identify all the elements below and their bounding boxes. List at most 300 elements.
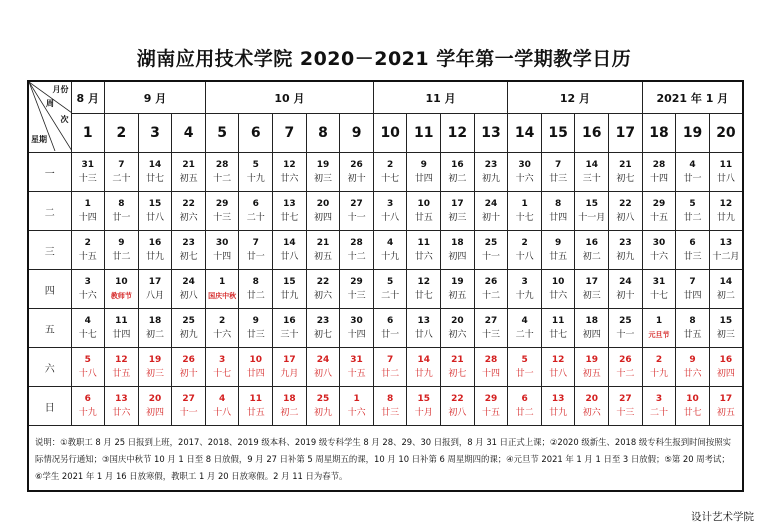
day-number: 28	[215, 160, 229, 170]
lunar-date: 初三	[448, 213, 467, 223]
week-number: 1	[71, 114, 105, 153]
lunar-date: 廿七	[280, 213, 299, 223]
day-cell	[441, 231, 475, 270]
lunar-date: 初七	[313, 330, 332, 340]
day-number: 15	[585, 199, 599, 209]
day-number: 29	[350, 277, 363, 287]
lunar-date: 二十	[381, 291, 400, 301]
day-cell	[205, 348, 239, 387]
lunar-date: 十六	[78, 291, 97, 301]
lunar-date: 十五	[649, 213, 668, 223]
lunar-date: 十一	[616, 330, 635, 340]
day-cell	[474, 270, 508, 309]
day-number: 3	[387, 199, 394, 209]
lunar-date: 十二	[347, 252, 366, 262]
lunar-date: 初七	[616, 174, 635, 184]
day-cell	[306, 153, 340, 192]
day-cell	[609, 231, 643, 270]
day-cell	[273, 348, 307, 387]
day-cell	[709, 231, 743, 270]
day-number: 11	[417, 238, 431, 248]
day-number: 9	[252, 316, 259, 326]
lunar-date: 初四	[716, 369, 735, 379]
day-cell	[340, 192, 374, 231]
day-number: 16	[719, 355, 733, 365]
lunar-date: 廿四	[549, 213, 568, 223]
lunar-date: 十七	[515, 213, 534, 223]
lunar-date: 初九	[313, 408, 332, 418]
day-cell	[575, 153, 609, 192]
week-number: 15	[541, 114, 575, 153]
lunar-date: 十九	[649, 369, 668, 379]
day-cell	[407, 348, 441, 387]
day-cell	[205, 270, 239, 309]
lunar-date: 十六	[213, 330, 232, 340]
day-cell	[441, 387, 475, 426]
lunar-date: 十二月	[712, 252, 740, 262]
day-number: 12	[719, 199, 733, 209]
day-cell	[407, 270, 441, 309]
day-number: 21	[316, 238, 330, 248]
day-cell	[239, 192, 273, 231]
day-cell	[239, 231, 273, 270]
lunar-date: 初五	[179, 174, 198, 184]
day-number: 4	[521, 316, 528, 326]
day-number: 9	[689, 355, 696, 365]
lunar-date: 十二	[481, 291, 500, 301]
lunar-date: 初三	[582, 291, 601, 301]
day-cell	[609, 309, 643, 348]
day-number: 11	[551, 316, 565, 326]
lunar-date: 九月	[280, 369, 299, 379]
day-cell	[239, 153, 273, 192]
day-cell	[541, 231, 575, 270]
lunar-date: 廿一	[515, 369, 534, 379]
day-cell	[474, 231, 508, 270]
day-cell	[205, 231, 239, 270]
day-cell	[474, 348, 508, 387]
lunar-date: 八月	[145, 291, 164, 301]
day-cell	[508, 309, 542, 348]
day-number: 12	[115, 355, 128, 365]
day-number: 21	[451, 355, 464, 365]
day-number: 15	[148, 199, 162, 209]
day-cell	[474, 387, 508, 426]
weekday-row	[28, 309, 743, 348]
day-number: 21	[182, 160, 195, 170]
day-number: 29	[484, 394, 498, 404]
day-number: 29	[652, 199, 666, 209]
day-cell	[105, 192, 139, 231]
day-cell	[407, 153, 441, 192]
day-cell	[340, 387, 374, 426]
day-cell	[441, 270, 475, 309]
day-cell	[138, 231, 172, 270]
day-number: 4	[84, 316, 91, 326]
day-cell	[273, 153, 307, 192]
day-cell	[609, 387, 643, 426]
day-number: 23	[619, 238, 632, 248]
day-cell	[373, 348, 407, 387]
week-number: 12	[441, 114, 475, 153]
day-number: 22	[316, 277, 330, 287]
day-number: 5	[84, 355, 91, 365]
lunar-date: 十四	[213, 252, 232, 262]
festival-label: 国庆中秋	[208, 292, 237, 300]
day-number: 19	[316, 160, 330, 170]
day-number: 10	[417, 199, 431, 209]
lunar-date: 廿八	[145, 213, 164, 223]
day-number: 3	[84, 277, 91, 287]
lunar-date: 十八	[78, 369, 97, 379]
day-number: 14	[719, 277, 733, 287]
lunar-date: 二十	[112, 174, 131, 184]
day-cell	[306, 270, 340, 309]
week-number: 4	[172, 114, 206, 153]
day-cell	[71, 231, 105, 270]
lunar-date: 廿三	[683, 252, 702, 262]
lunar-date: 十七	[381, 174, 400, 184]
header-corner	[28, 81, 71, 153]
day-number: 3	[521, 277, 528, 287]
day-number: 13	[283, 199, 296, 209]
lunar-date: 廿一	[246, 252, 265, 262]
day-cell	[609, 270, 643, 309]
day-number: 25	[619, 316, 632, 326]
day-number: 20	[148, 394, 162, 404]
day-cell	[340, 348, 374, 387]
day-number: 10	[551, 277, 565, 287]
day-cell	[172, 387, 206, 426]
day-number: 8	[252, 277, 259, 287]
day-number: 5	[252, 160, 259, 170]
day-cell	[71, 153, 105, 192]
lunar-date: 初二	[582, 252, 601, 262]
month-header: 9 月	[105, 81, 206, 114]
weekday-row	[28, 270, 743, 309]
day-cell	[541, 153, 575, 192]
day-cell	[541, 192, 575, 231]
day-cell	[306, 387, 340, 426]
day-cell	[138, 192, 172, 231]
day-number: 6	[387, 316, 394, 326]
day-number: 9	[118, 238, 125, 248]
lunar-date: 初四	[313, 213, 332, 223]
lunar-date: 廿五	[549, 252, 568, 262]
day-cell	[306, 309, 340, 348]
day-number: 23	[182, 238, 195, 248]
lunar-date: 初二	[716, 291, 735, 301]
day-cell	[709, 192, 743, 231]
day-cell	[340, 309, 374, 348]
day-cell	[172, 270, 206, 309]
lunar-date: 廿九	[280, 291, 299, 301]
lunar-date: 十四	[481, 369, 500, 379]
day-number: 18	[451, 238, 464, 248]
day-number: 1	[84, 199, 91, 209]
day-number: 16	[585, 238, 599, 248]
lunar-date: 初十	[347, 174, 366, 184]
day-number: 18	[585, 316, 599, 326]
day-cell	[441, 192, 475, 231]
day-number: 6	[84, 394, 91, 404]
day-number: 3	[655, 394, 663, 404]
lunar-date: 廿二	[381, 369, 400, 379]
corner-week-label: 周	[46, 99, 54, 108]
lunar-date: 廿六	[112, 408, 131, 418]
lunar-date: 十六	[347, 408, 366, 418]
day-number: 20	[585, 394, 599, 404]
day-number: 25	[484, 238, 498, 248]
day-number: 22	[619, 199, 632, 209]
lunar-date: 二十	[515, 330, 534, 340]
weekday-label: 一	[28, 153, 71, 192]
lunar-date: 十四	[78, 213, 97, 223]
day-number: 19	[451, 277, 464, 287]
lunar-date: 廿三	[549, 174, 568, 184]
day-cell	[609, 192, 643, 231]
weekday-row	[28, 192, 743, 231]
day-number: 8	[689, 316, 696, 326]
lunar-date: 十六	[649, 252, 668, 262]
day-number: 7	[387, 355, 394, 365]
day-cell	[709, 153, 743, 192]
week-number: 8	[306, 114, 340, 153]
week-number: 9	[340, 114, 374, 153]
day-number: 2	[387, 160, 394, 170]
day-number: 5	[689, 199, 696, 209]
day-cell	[642, 348, 676, 387]
day-number: 4	[689, 160, 696, 170]
day-number: 26	[182, 355, 195, 365]
lunar-date: 初九	[179, 330, 198, 340]
lunar-date: 十五	[481, 408, 500, 418]
day-cell	[138, 348, 172, 387]
day-number: 31	[81, 160, 95, 170]
day-number: 24	[484, 199, 498, 209]
day-cell	[105, 348, 139, 387]
lunar-date: 初三	[145, 369, 164, 379]
week-number: 6	[239, 114, 273, 153]
day-number: 10	[686, 394, 699, 404]
corner-month-label: 月份	[52, 85, 69, 94]
week-number: 3	[138, 114, 172, 153]
day-number: 16	[451, 160, 464, 170]
day-cell	[172, 153, 206, 192]
lunar-date: 十八	[213, 408, 232, 418]
lunar-date: 十一月	[578, 213, 606, 223]
day-number: 23	[316, 316, 330, 326]
lunar-date: 十三	[213, 213, 232, 223]
day-number: 6	[689, 238, 696, 248]
week-number: 2	[105, 114, 139, 153]
day-cell	[105, 231, 139, 270]
corner-order-label: 次	[60, 115, 69, 124]
day-cell	[407, 231, 441, 270]
day-number: 20	[316, 199, 330, 209]
day-number: 10	[249, 355, 263, 365]
day-cell	[340, 153, 374, 192]
day-cell	[407, 192, 441, 231]
lunar-date: 廿八	[280, 252, 299, 262]
day-number: 31	[350, 355, 363, 365]
day-number: 17	[585, 277, 599, 287]
day-cell	[239, 348, 273, 387]
day-cell	[642, 270, 676, 309]
day-number: 4	[219, 394, 226, 404]
day-cell	[71, 270, 105, 309]
day-number: 6	[252, 199, 259, 209]
weekday-label: 六	[28, 348, 71, 387]
day-cell	[205, 387, 239, 426]
day-number: 26	[619, 355, 632, 365]
lunar-date: 初六	[582, 408, 601, 418]
day-cell	[138, 309, 172, 348]
day-cell	[709, 387, 743, 426]
lunar-date: 十四	[649, 174, 668, 184]
lunar-date: 十八	[515, 252, 534, 262]
day-cell	[373, 387, 407, 426]
day-cell	[575, 270, 609, 309]
lunar-date: 十三	[616, 408, 635, 418]
day-cell	[71, 192, 105, 231]
lunar-date: 初十	[481, 213, 500, 223]
day-cell	[508, 270, 542, 309]
lunar-date: 廿六	[280, 174, 299, 184]
lunar-date: 三十	[280, 330, 299, 340]
day-number: 24	[182, 277, 195, 287]
day-cell	[340, 270, 374, 309]
day-cell	[676, 270, 710, 309]
day-number: 14	[148, 160, 162, 170]
festival-label: 教师节	[110, 292, 132, 300]
lunar-date: 十二	[213, 174, 232, 184]
day-number: 19	[148, 355, 162, 365]
lunar-date: 廿一	[683, 174, 702, 184]
day-number: 17	[719, 394, 733, 404]
lunar-date: 初三	[716, 330, 735, 340]
day-number: 26	[350, 160, 363, 170]
day-cell	[474, 192, 508, 231]
day-cell	[508, 231, 542, 270]
day-number: 17	[451, 199, 464, 209]
day-number: 22	[182, 199, 195, 209]
day-cell	[676, 231, 710, 270]
day-number: 12	[283, 160, 296, 170]
month-header: 12 月	[508, 81, 642, 114]
lunar-date: 廿五	[683, 330, 702, 340]
day-cell	[609, 153, 643, 192]
lunar-date: 廿九	[716, 213, 735, 223]
day-cell	[541, 309, 575, 348]
day-number: 1	[219, 277, 226, 287]
lunar-date: 廿一	[381, 330, 400, 340]
day-cell	[676, 348, 710, 387]
lunar-date: 十八	[381, 213, 400, 223]
day-cell	[642, 192, 676, 231]
day-number: 11	[719, 160, 733, 170]
day-cell	[642, 387, 676, 426]
lunar-date: 廿九	[145, 252, 164, 262]
calendar-table	[27, 80, 744, 492]
day-cell	[273, 309, 307, 348]
week-number: 13	[474, 114, 508, 153]
lunar-date: 廿九	[414, 369, 433, 379]
day-number: 30	[215, 238, 229, 248]
month-header: 11 月	[373, 81, 507, 114]
day-number: 24	[316, 355, 330, 365]
weekday-label: 三	[28, 231, 71, 270]
day-cell	[306, 192, 340, 231]
day-cell	[306, 348, 340, 387]
day-cell	[676, 309, 710, 348]
lunar-date: 廿四	[414, 174, 433, 184]
day-number: 13	[551, 394, 565, 404]
day-cell	[575, 348, 609, 387]
day-cell	[373, 192, 407, 231]
day-number: 20	[451, 316, 464, 326]
notes-cell: 说明：①教职工 8 月 25 日报到上班，2017、2018、2019 级本科、2019 级专科学生 8 月 28、29、30 日报到，8 月 31 日正式上课；②2020 级新生、2018 级专科生报到时间按照实际情况另行通知；③国庆中秋节 10 月 1 日至 8 日放假，9 月 27 日补第 5 周星期五的课，10 月 10 日补第 6 周星期四的课；④元旦节 2021 年 1 月 1 日至 3 日放假；⑤第 20 周考试；⑥学生 2021 年 1 月 16 日放寒假，教职工 1 月 20 日放寒假。2 月 11 日为春节。	[28, 426, 743, 492]
day-number: 15	[417, 394, 431, 404]
lunar-date: 初五	[582, 369, 601, 379]
lunar-date: 初八	[616, 213, 635, 223]
lunar-date: 廿四	[246, 369, 265, 379]
lunar-date: 廿二	[112, 252, 131, 262]
lunar-date: 廿四	[683, 291, 702, 301]
day-number: 8	[118, 199, 125, 209]
lunar-date: 十一	[179, 408, 198, 418]
day-cell	[541, 387, 575, 426]
festival-label: 元旦节	[648, 331, 670, 339]
day-number: 7	[689, 277, 696, 287]
day-cell	[642, 153, 676, 192]
lunar-date: 三十	[582, 174, 601, 184]
lunar-date: 初二	[145, 330, 164, 340]
month-header: 2021 年 1 月	[642, 81, 743, 114]
lunar-date: 初八	[179, 291, 198, 301]
day-number: 28	[350, 238, 363, 248]
weekday-row	[28, 387, 743, 426]
lunar-date: 十四	[347, 330, 366, 340]
day-cell	[474, 309, 508, 348]
day-cell	[105, 153, 139, 192]
day-number: 21	[619, 160, 632, 170]
day-cell	[138, 270, 172, 309]
weekday-label: 五	[28, 309, 71, 348]
day-cell	[105, 309, 139, 348]
day-number: 27	[182, 394, 195, 404]
day-cell	[575, 231, 609, 270]
day-cell	[441, 348, 475, 387]
lunar-date: 廿三	[246, 330, 265, 340]
corner-weekday-label: 星期	[31, 135, 47, 144]
lunar-date: 廿二	[683, 213, 702, 223]
lunar-date: 廿七	[414, 291, 433, 301]
lunar-date: 初二	[448, 174, 467, 184]
day-number: 26	[484, 277, 498, 287]
day-number: 22	[451, 394, 464, 404]
day-number: 17	[283, 355, 296, 365]
lunar-date: 初七	[448, 369, 467, 379]
lunar-date: 十七	[649, 291, 668, 301]
day-number: 18	[283, 394, 296, 404]
lunar-date: 廿二	[515, 408, 534, 418]
day-number: 16	[148, 238, 162, 248]
week-number: 5	[205, 114, 239, 153]
lunar-date: 初五	[716, 408, 735, 418]
lunar-date: 十一	[347, 213, 366, 223]
lunar-date: 初五	[313, 252, 332, 262]
